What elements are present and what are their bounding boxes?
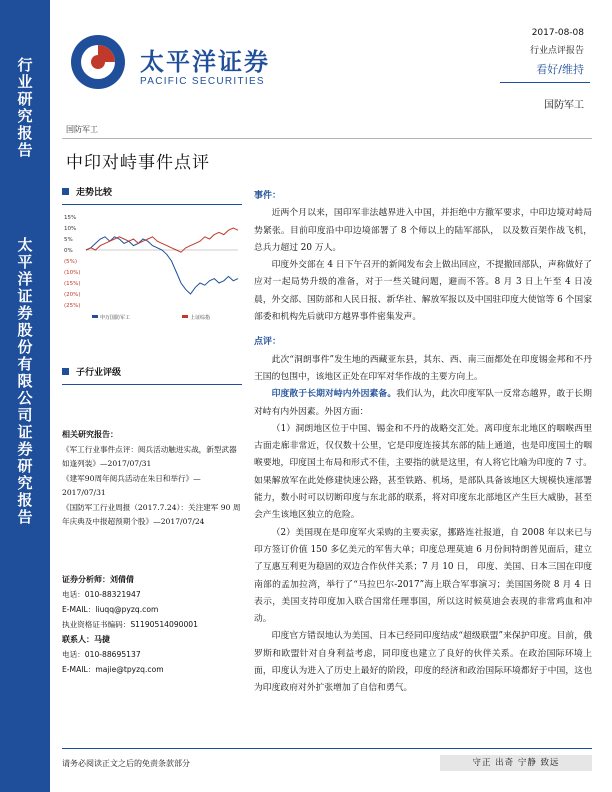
legend-label: 申万国防军工: [100, 315, 131, 321]
side-char: 行: [17, 56, 33, 74]
side-char: 业: [17, 73, 33, 91]
comment-text: 我们认为，此次印度军队一反常态越界，敢于长期对峙有内外因素。外因方面：: [254, 389, 592, 417]
y-tick-label: (10%): [64, 270, 81, 276]
legend-swatch: [92, 315, 98, 318]
report-type: 行业点评报告: [529, 46, 584, 56]
event-paragraph: 近两个月以来，国印军非法越界进入中国，并拒绝中方撤军要求，中印边境对峙局势紧张。目前印度沿中印边境部署了 8 个师以上的陆军部队， 以及数百架作战飞机，总兵力超过 20 万人。: [254, 208, 592, 253]
side-char: 研: [17, 457, 33, 475]
y-tick-label: 15%: [64, 215, 77, 221]
article-body: [254, 188, 592, 698]
left-column: [62, 185, 242, 378]
series-line: [86, 237, 238, 294]
trend-chart: [62, 205, 242, 325]
comment-paragraph: 此次“洞朗事件”发生地的西藏亚东县，其东、西、南三面都处在印度锡金邦和不丹王国的包围中，该地区正处在印军对华作战的主要方向上。: [254, 354, 592, 382]
footer-disclaimer: 请务必阅读正文之后的免责条款部分: [62, 759, 190, 768]
analyst-info: [62, 572, 242, 677]
related-item: 《国防军工行业周报（2017.7.24）：关注建军 90 周年庆典及中报超预期个股》—2017/07/24: [62, 502, 241, 526]
comment-paragraph: （2）美国现在是印度军火采购的主要卖家，挪路连社报道，自 2008 年以来已与印方签订价值 150 多亿美元的军售大单；印度总理莫迪 6 月份间特朗普见面后，建立了互惠互利更为稳固的双边合作伙伴关系；7 月 10 日， 印度、美国、日本三国在印度南部的孟加拉湾，举行了“马拉巴尔-2017”海上联合军事演习；美国国务院 8 月 4 日表示，美国支持印度加入联合国常任理事国，所以这时候莫迪会表现的非常鸡血和冲动。: [254, 527, 592, 625]
category-divider: [62, 138, 592, 139]
logo-name-cn: 太平洋证券: [140, 48, 270, 76]
y-tick-label: 5%: [64, 237, 73, 243]
side-label-report-type: [0, 58, 50, 160]
side-char: 研: [17, 90, 33, 108]
trend-section: [62, 185, 242, 205]
category-label: 国防军工: [66, 125, 98, 134]
side-char: 股: [17, 321, 33, 339]
y-tick-label: (25%): [64, 303, 81, 309]
side-banner: [0, 0, 50, 792]
comment-paragraph: [254, 386, 592, 421]
section-bullet-icon: [62, 368, 69, 375]
highlight-text: 印度散于长期对峙内外因素备。: [271, 389, 397, 400]
side-char: 告: [17, 508, 33, 526]
comment-label: 点评：: [254, 337, 282, 348]
pacific-logo-icon: [68, 32, 128, 92]
legend-label: 上证综指: [190, 315, 211, 321]
related-item: 《军工行业事件点评：阅兵活动触进实战，新型武器如逢列装》—2017/07/31: [62, 444, 237, 468]
side-char: 有: [17, 355, 33, 373]
legend-swatch: [182, 315, 188, 318]
side-char: 证: [17, 423, 33, 441]
side-char: 限: [17, 372, 33, 390]
analyst-tel: 电话：010-88321947: [62, 590, 141, 599]
related-heading: 相关研究报告：: [62, 430, 118, 439]
side-char: 券: [17, 304, 33, 322]
contact-email: E-MAIL：majie@tpyzq.com: [62, 665, 164, 674]
event-label: 事件：: [254, 191, 282, 201]
event-paragraph: 印度外交部在 4 日下午召开的新闻发布会上做出回应，不提撤回部队，声称做好了应对一起局势升级的准备，对于一些关键问题，避而不答。8 月 3 日上午至 4 日凌晨，外交部、国防部和人民日报、新华社、解放军报以及中国驻印度大使馆等 6 个国家部委和机构先后就印方越界事件密集发声。: [254, 260, 592, 323]
y-tick-label: 0%: [64, 248, 73, 254]
side-char: 平: [17, 253, 33, 271]
page-title: 中印对峙事件点评: [66, 153, 210, 173]
header-meta: [530, 28, 584, 82]
section-bullet-icon: [62, 188, 69, 195]
sector-label: 国防军工: [544, 100, 584, 111]
y-tick-label: (5%): [64, 259, 78, 265]
report-date: 2017-08-08: [531, 28, 584, 38]
rating-section: [62, 365, 242, 385]
rating-heading: 子行业评级: [76, 368, 122, 378]
y-tick-label: (15%): [64, 281, 81, 287]
footer-divider: [62, 748, 592, 749]
comment-paragraph: 印度官方错误地认为美国、日本已经同印度结成“超级联盟”来保护印度。目前，俄罗斯和欧盟针对自身利益考虑，同印度也建立了良好的伙伴关系。在政治国际环境上面，印度认为进入了历史上最好的阶段，印度的经济和政治国际环境都好于中国，这也为印度政府对外扩张增加了自信和勇气。: [254, 631, 592, 694]
contact-tel: 电话：010-88695137: [62, 650, 141, 659]
side-char: 份: [17, 338, 33, 356]
side-label-company: [0, 238, 50, 527]
comment-paragraph: （1）洞朗地区位于中国、锡金和不丹的战略交汇处。离印度东北地区的咽喉西里古面走廊非常近，仅仅数十公里，它是印度连接其东部的陆上通道，也是印度国土的咽喉要地，印度国土布局和形式不佳，主要指的就是这里，有人将它比喻为印度的 7 寸。如果解放军在此处修建快速公路，甚至铁路、机场，是部队具备该地区大规模快速部署能力，数小时可以切断印度与东北部的联系，将对印度东北部地区产生巨大威胁，甚至会产生该地区独立的危险。: [254, 423, 592, 521]
y-tick-label: (20%): [64, 292, 81, 298]
side-char: 券: [17, 440, 33, 458]
side-char: 究: [17, 107, 33, 125]
page-header: [60, 20, 590, 111]
analyst-email: E-MAIL：liuqq@pyzq.com: [62, 605, 159, 614]
trend-heading: 走势比较: [76, 188, 113, 198]
side-char: 司: [17, 406, 33, 424]
side-char: 洋: [17, 270, 33, 288]
y-tick-label: 10%: [64, 226, 77, 232]
logo-name-en: PACIFIC SECURITIES: [140, 76, 265, 87]
rating-badge: 看好/维持: [536, 63, 584, 76]
footer-motto: 守正 出奇 宁静 致远: [440, 755, 592, 771]
header-divider: [500, 82, 590, 83]
analyst-name: 证券分析师：刘倩倩: [62, 575, 134, 584]
related-reports: [62, 428, 242, 530]
analyst-cert: 执业资格证书编码：S1190514090001: [62, 620, 198, 629]
side-char: 告: [17, 141, 33, 159]
side-char: 报: [17, 491, 33, 509]
side-char: 证: [17, 287, 33, 305]
side-char: 太: [17, 236, 33, 254]
contact-name: 联系人：马捷: [62, 635, 110, 644]
side-char: 报: [17, 124, 33, 142]
side-char: 公: [17, 389, 33, 407]
section-divider: [62, 384, 242, 385]
related-item: 《建军90周年阅兵活动在朱日和举行》—2017/07/31: [62, 473, 201, 497]
side-char: 究: [17, 474, 33, 492]
